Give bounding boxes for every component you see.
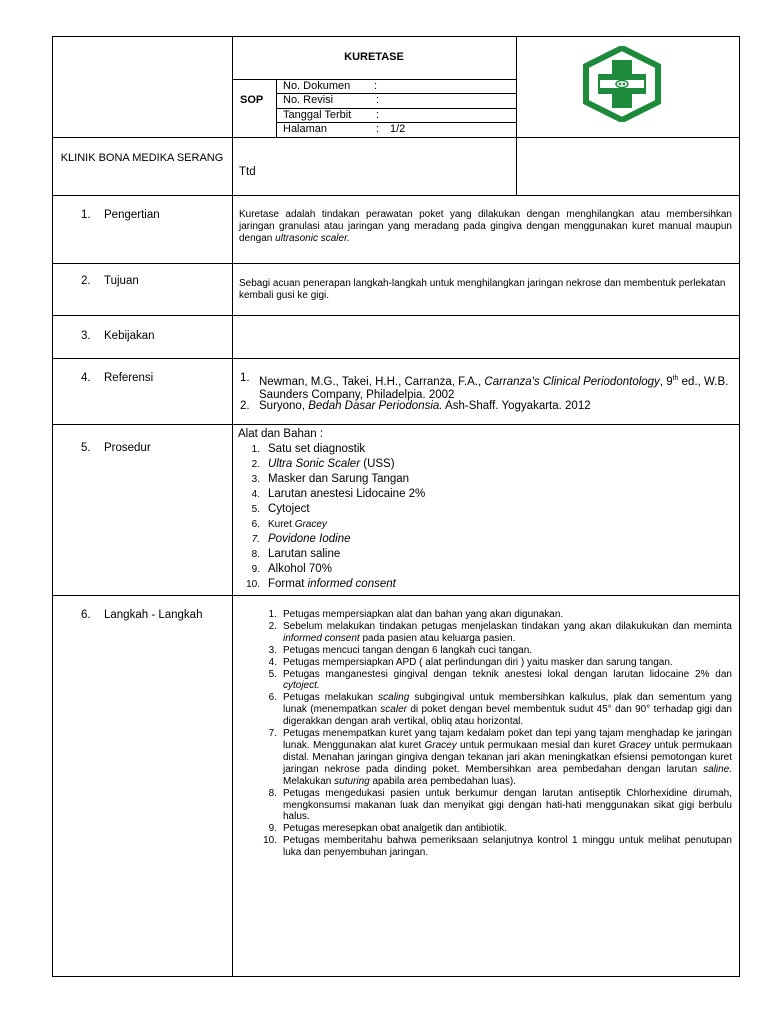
tool-number: 3.: [251, 474, 260, 485]
reference-item: [240, 400, 735, 413]
section-label-prosedur: Prosedur: [104, 442, 151, 454]
section-number: 6.: [81, 609, 91, 621]
steps-container: [263, 609, 732, 859]
pengertian-text-italic: ultrasonic scaler.: [275, 233, 350, 244]
column-divider: [232, 36, 233, 977]
step-number: 10.: [263, 835, 277, 847]
section-number: 2.: [81, 275, 91, 287]
reference-number: 1.: [240, 372, 250, 384]
reference-authors: Suryono,: [259, 400, 309, 412]
doc-field-label: No. Revisi: [283, 94, 334, 106]
green-cross-hexagon-icon: [582, 46, 662, 122]
tool-text: Larutan anestesi Lidocaine 2%: [268, 488, 426, 500]
reference-sup: th: [672, 375, 679, 382]
tool-text-italic: Ultra Sonic Scaler: [268, 458, 361, 470]
step-number: 6.: [268, 692, 277, 704]
tool-text: Kuret: [268, 519, 295, 530]
section-label-langkah: Langkah - Langkah: [104, 609, 203, 621]
tool-number: 5.: [251, 504, 260, 515]
tujuan-text: Sebagi acuan penerapan langkah-langkah untuk menghilangkan jaringan nekrose dan membentuk perlekatan kembali gusi ke gigi.: [239, 278, 726, 301]
doc-field-sep: :: [374, 80, 378, 92]
tool-text: Cytoject: [268, 503, 310, 515]
step-text: Petugas melakukan scaling subgingival untuk membersihkan kalkulus, plak dan sementum yang lunak (menempatkan scaler di poket dengan bevel membentuk sudut 45° dan 90° terhadap gigi dan digerakkan dengan arah vertikal, obliq atau horizontal.: [283, 692, 732, 728]
row-divider: [52, 358, 740, 359]
tool-text: Larutan saline: [268, 548, 341, 560]
step-number: 7.: [268, 728, 277, 740]
tool-number: 2.: [251, 459, 260, 470]
pengertian-text: [239, 209, 732, 245]
step-item: [268, 823, 732, 835]
doc-field-label: Tanggal Terbit: [283, 109, 352, 121]
section-label-tujuan: Tujuan: [104, 275, 139, 287]
tool-number: 9.: [251, 564, 260, 575]
doc-field-label: No. Dokumen: [283, 80, 351, 92]
reference-publisher: Ash-Shaff. Yogyakarta. 2012: [442, 400, 591, 412]
tool-text: Masker dan Sarung Tangan: [268, 473, 410, 485]
step-number: 3.: [268, 644, 277, 656]
tool-item: [236, 472, 425, 487]
tool-item: [236, 577, 425, 592]
tool-number: 8.: [251, 549, 260, 560]
doc-field-sep: :: [376, 109, 380, 121]
step-text: Petugas mencuci tangan dengan 6 langkah cuci tangan.: [283, 644, 533, 656]
step-item: [263, 835, 732, 859]
tool-text: Alkohol 70%: [268, 563, 332, 575]
row-divider: [52, 263, 740, 264]
sop-label: SOP: [240, 94, 264, 106]
step-number: 8.: [268, 787, 277, 799]
reference-number: 2.: [240, 400, 250, 412]
section-label-kebijakan: Kebijakan: [104, 330, 155, 342]
step-number: 1.: [268, 609, 277, 620]
step-item: [268, 668, 732, 693]
section-number: 5.: [81, 442, 91, 454]
step-item: [268, 656, 732, 669]
pengertian-text-main: Kuretase adalah tindakan perawatan poket yang dilakukan dengan menghilangkan atau membersihkan jaringan granulasi atau jaringan yang meradang pada gingiva dengan menggunakan kuret manual maupun dengan: [239, 209, 732, 244]
doc-field-sep: :: [376, 94, 380, 106]
tool-text: Satu set diagnostik: [268, 443, 366, 455]
tools-heading: Alat dan Bahan :: [238, 428, 324, 440]
header-right-divider: [516, 36, 517, 195]
section-number: 4.: [81, 372, 91, 384]
tool-text: (USS): [360, 458, 395, 470]
tool-number: 1.: [251, 444, 260, 455]
step-text: Sebelum melakukan tindakan petugas menjelaskan tindakan yang akan dilakukukan dan meminta informed consent pada pasien atau keluarga pasien.: [283, 620, 732, 644]
tool-text-italic: Povidone Iodine: [268, 533, 351, 545]
section-number: 1.: [81, 209, 91, 221]
document-title: KURETASE: [344, 51, 404, 63]
tool-item: [236, 502, 425, 517]
step-item: [268, 728, 732, 788]
reference-title: Bedah Dasar Periodonsia.: [308, 400, 443, 412]
row-divider: [52, 315, 740, 316]
tool-item: [236, 562, 425, 577]
tool-number: 7.: [251, 534, 260, 545]
doc-field-label: Halaman: [283, 123, 328, 135]
doc-field-value: 1/2: [390, 123, 406, 135]
tool-number: 6.: [251, 519, 260, 530]
step-item: [268, 620, 732, 645]
tool-item: [236, 547, 425, 562]
section-label-pengertian: Pengertian: [104, 209, 160, 221]
tool-number: 10.: [246, 579, 260, 590]
step-text: Petugas memberitahu bahwa pemeriksaan selanjutnya kontrol 1 minggu untuk melihat penutupan luka dan penyembuhan jaringan.: [283, 835, 732, 859]
reference-authors: Newman, M.G., Takei, H.H., Carranza, F.A.,: [259, 375, 485, 388]
doc-field-sep: :: [376, 123, 380, 135]
step-number: 2.: [268, 620, 277, 632]
tool-text-italic: informed consent: [307, 578, 396, 590]
row-divider: [52, 195, 740, 196]
tool-item: [236, 532, 425, 547]
tool-item: [236, 487, 425, 502]
step-text: Petugas meresepkan obat analgetik dan antibiotik.: [283, 823, 508, 835]
tool-item: [236, 457, 425, 472]
step-item: [268, 644, 732, 657]
step-item: [268, 787, 732, 824]
tool-text-italic: Gracey: [294, 519, 327, 530]
reference-edition: , 9: [659, 375, 673, 388]
step-text: Petugas menempatkan kuret yang tajam kedalam poket dan tepi yang tajam menghadap ke jaringan lunak. Menggunakan alat kuret Gracey untuk permukaan mesial dan kuret Gracey untuk permukaan distal. Menahan jaringan gingiva dengan tekanan jari akan meningkatkan efsiensi pemotongan kuret jaringan nekrose pada dinding poket. Membersihkan area pembedahan dengan larutan saline. Melakukan suturing apabila area pembedahan luas).: [283, 728, 732, 787]
clinic-logo: [582, 46, 662, 122]
step-number: 9.: [268, 823, 277, 835]
section-label-referensi: Referensi: [104, 372, 154, 384]
tool-number: 4.: [251, 489, 260, 500]
reference-item: [240, 372, 735, 402]
tool-text: Format: [268, 578, 308, 590]
ttd-label: Ttd: [239, 166, 256, 178]
row-divider: [52, 424, 740, 425]
step-number: 5.: [268, 668, 277, 680]
step-number: 4.: [268, 656, 277, 668]
step-text: Petugas mengedukasi pasien untuk berkumur dengan larutan antiseptik Chlorhexidine dirumah, mengkonsumsi makanan luak dan menyikat gigi dengan hati-hati menggunakan sikat gigi berbulu halus.: [283, 787, 732, 823]
tool-item: [236, 517, 425, 532]
steps-list: [263, 609, 732, 859]
row-divider: [52, 595, 740, 596]
reference-publisher: ed., W.B. Saunders Company, Philadelpia. 2002: [259, 375, 729, 401]
tool-item: [236, 442, 425, 457]
reference-title: Carranza's Clinical Periodontology: [484, 375, 660, 388]
step-text: Petugas mempersiapkan alat dan bahan yang akan digunakan.: [283, 609, 564, 620]
section-number: 3.: [81, 330, 91, 342]
clinic-name: KLINIK BONA MEDIKA SERANG: [60, 152, 224, 164]
row-divider: [52, 137, 740, 138]
step-text: Petugas mempersiapkan APD ( alat perlindungan diri ) yaitu masker dan sarung tangan.: [283, 656, 673, 668]
step-item: [268, 609, 732, 621]
tools-list: [236, 442, 425, 592]
step-item: [268, 692, 732, 728]
step-text: Petugas manganestesi gingival dengan teknik anestesi lokal dengan larutan lidocaine 2% dan cytoject.: [283, 668, 732, 692]
